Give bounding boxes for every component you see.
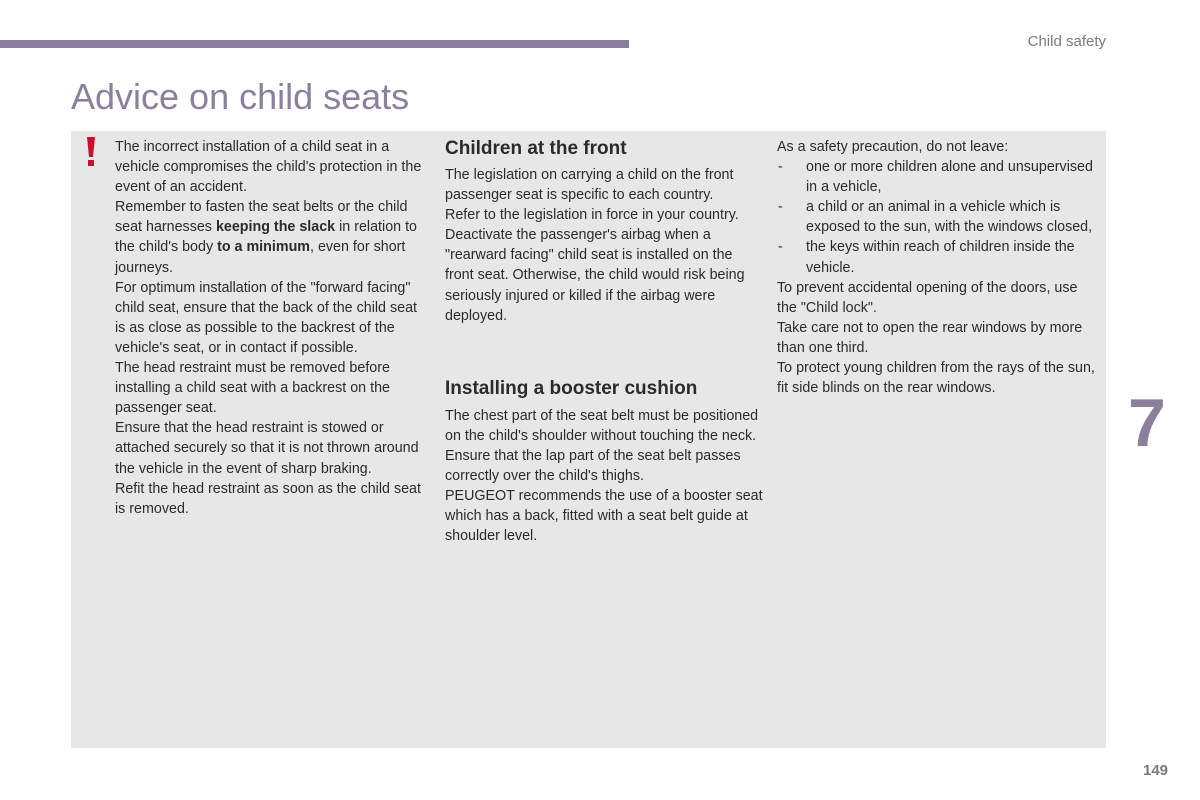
front-paragraph: Deactivate the passenger's airbag when a "rearward facing" child seat is installed on the front seat. Otherwise, the child would risk being seriously injured or killed if the airbag were deployed. bbox=[445, 227, 745, 324]
precautions-column bbox=[777, 137, 1097, 398]
front-paragraph: The legislation on carrying a child on the front passenger seat is specific to each country. bbox=[445, 167, 734, 204]
chapter-number: 7 bbox=[1128, 385, 1166, 461]
precautions-list bbox=[777, 157, 1097, 278]
warning-paragraph: The incorrect installation of a child seat in a vehicle compromises the child's protection in the event of an accident. bbox=[115, 139, 422, 196]
section-title: Child safety bbox=[1027, 33, 1106, 50]
front-paragraph: Refer to the legislation in force in your country. bbox=[445, 207, 739, 224]
precautions-intro: As a safety precaution, do not leave: bbox=[777, 139, 1009, 155]
list-item: - a child or an animal in a vehicle which is exposed to the sun, with the windows closed, bbox=[777, 197, 1097, 237]
booster-paragraph: PEUGEOT recommends the use of a booster seat which has a back, fitted with a seat belt guide at shoulder level. bbox=[445, 488, 763, 545]
warning-paragraph: Ensure that the head restraint is stowed or attached securely so that it is not thrown around the vehicle in the event of sharp braking. bbox=[115, 420, 419, 477]
header-accent-bar bbox=[0, 40, 629, 48]
warning-paragraph: Refit the head restraint as soon as the child seat is removed. bbox=[115, 480, 421, 517]
content-panel bbox=[71, 131, 1106, 748]
booster-cushion-heading: Installing a booster cushion bbox=[445, 377, 698, 399]
warning-paragraph: For optimum installation of the "forward facing" child seat, ensure that the back of the child seat is as close as possible to the backrest of the vehicle's seat, or in contact if possible. bbox=[115, 279, 418, 356]
exclamation-icon bbox=[83, 135, 99, 167]
booster-paragraph: The chest part of the seat belt must be positioned on the child's shoulder without touching the neck. bbox=[445, 407, 759, 444]
booster-paragraph: Ensure that the lap part of the seat belt passes correctly over the child's thighs. bbox=[445, 447, 741, 485]
precautions-paragraph: Take care not to open the rear windows by more than one third. bbox=[777, 319, 1083, 356]
warning-paragraph: The head restraint must be removed before installing a child seat with a backrest on the passenger seat. bbox=[115, 360, 390, 417]
list-item: - the keys within reach of children inside the vehicle. bbox=[777, 237, 1097, 277]
list-item: - one or more children alone and unsupervised in a vehicle, bbox=[777, 157, 1097, 197]
children-at-front-heading: Children at the front bbox=[445, 138, 627, 159]
warning-column bbox=[115, 137, 431, 519]
warning-paragraph: Remember to fasten the seat belts or the child seat harnesses keeping the slack in relation to the child's body to a minimum, even for short journeys. bbox=[115, 199, 417, 276]
front-and-booster-column bbox=[445, 137, 765, 546]
precautions-paragraph: To protect young children from the rays of the sun, fit side blinds on the rear windows. bbox=[777, 360, 1095, 397]
page-number: 149 bbox=[1143, 762, 1169, 779]
page-title: Advice on child seats bbox=[71, 76, 410, 117]
precautions-paragraph: To prevent accidental opening of the doors, use the "Child lock". bbox=[777, 279, 1078, 316]
